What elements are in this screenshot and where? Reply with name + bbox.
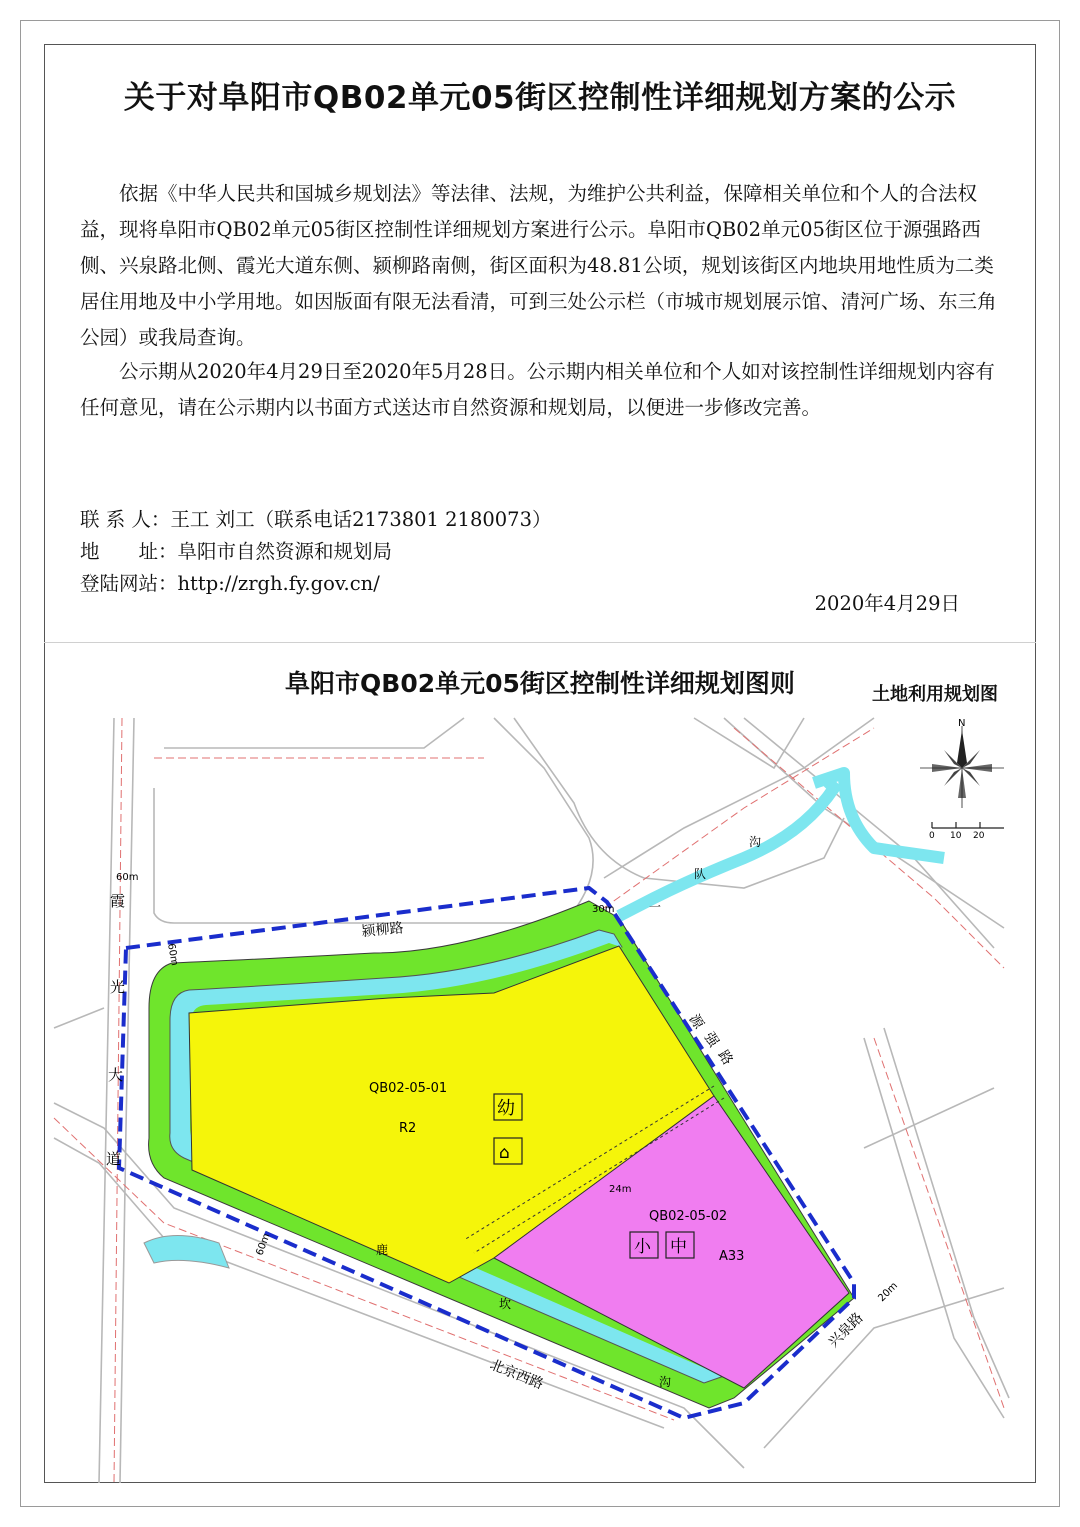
section-divider [44, 642, 1036, 643]
map-title: 阜阳市QB02单元05街区控制性详细规划图则 [285, 669, 795, 698]
road-east-3: 路 [714, 1047, 736, 1068]
southwest-pond [144, 1236, 229, 1269]
road-southeast: 兴泉路 [825, 1309, 867, 1351]
northeast-canal [619, 773, 944, 916]
road-north: 颍柳路 [360, 920, 405, 940]
road-west-4: 道 [106, 1150, 122, 1168]
north-label: N [958, 718, 966, 729]
canal-south-2: 坎 [499, 1297, 512, 1311]
scale-label-0: 0 [929, 831, 935, 841]
road-west-2: 光 [110, 978, 126, 996]
contact-line: 联 系 人：王工 刘工（联系电话2173801 2180073） [80, 508, 552, 531]
address-line: 地 址：阜阳市自然资源和规划局 [80, 540, 393, 563]
parcel-1-use: R2 [399, 1121, 417, 1136]
canal-ne-2: 队 [694, 867, 707, 881]
scale-bar [932, 822, 1004, 828]
map-subtitle: 土地利用规划图 [872, 684, 998, 705]
width-southeast: 20m [876, 1280, 901, 1305]
road-east-2: 强 [700, 1029, 722, 1050]
road-west-1: 霞 [110, 892, 126, 910]
primary-school-symbol: 小 [634, 1237, 651, 1257]
community-symbol: ⌂ [499, 1143, 510, 1163]
north-arrow-icon [920, 726, 1004, 808]
middle-school-symbol: 中 [670, 1237, 687, 1257]
canal-south-1: 鹿 [376, 1243, 389, 1257]
width-southwest: 60m [254, 1232, 273, 1258]
canal-ne-1: 沟 [749, 835, 762, 849]
canal-ne-3: 一 [649, 900, 662, 914]
notice-paragraph-2: 公示期从2020年4月29日至2020年5月28日。公示期内相关单位和个人如对该控制性详细规划内容有任何意见，请在公示期内以书面方式送达市自然资源和规划局，以便进一步修改完善。 [80, 360, 995, 419]
scale-label-10: 10 [950, 831, 962, 841]
website-line: 登陆网站：http://zrgh.fy.gov.cn/ [80, 572, 380, 595]
scale-label-20: 20 [973, 831, 985, 841]
notice-title: 关于对阜阳市QB02单元05街区控制性详细规划方案的公示 [123, 80, 957, 116]
parcel-2-code: QB02-05-02 [649, 1209, 728, 1224]
width-west: 60m [116, 872, 139, 883]
notice-date: 2020年4月29日 [814, 592, 960, 615]
width-internal: 24m [609, 1184, 632, 1195]
width-northeast: 30m [592, 904, 615, 915]
parcel-1-code: QB02-05-01 [369, 1081, 448, 1096]
parcel-2-use: A33 [719, 1249, 745, 1264]
road-west-3: 大 [108, 1066, 124, 1084]
width-north-inner: 60m [165, 942, 180, 967]
land-use-map [44, 708, 1036, 1483]
notice-paragraph-1: 依据《中华人民共和国城乡规划法》等法律、法规，为维护公共利益，保障相关单位和个人的合法权益，现将阜阳市QB02单元05街区控制性详细规划方案进行公示。阜阳市QB02单元05街区位于源强路西侧、兴泉路北侧、霞光大道东侧、颍柳路南侧，街区面积为48.81公顷，规划该街区内地块用地性质为二类居住用地及中小学用地。如因版面有限无法看清，可到三处公示栏（市城市规划展示馆、清河广场、东三角公园）或我局查询。 [80, 182, 997, 349]
road-east-1: 源 [685, 1011, 707, 1032]
kindergarten-symbol: 幼 [497, 1098, 515, 1119]
road-south: 北京西路 [487, 1356, 546, 1393]
canal-south-3: 沟 [659, 1375, 672, 1389]
